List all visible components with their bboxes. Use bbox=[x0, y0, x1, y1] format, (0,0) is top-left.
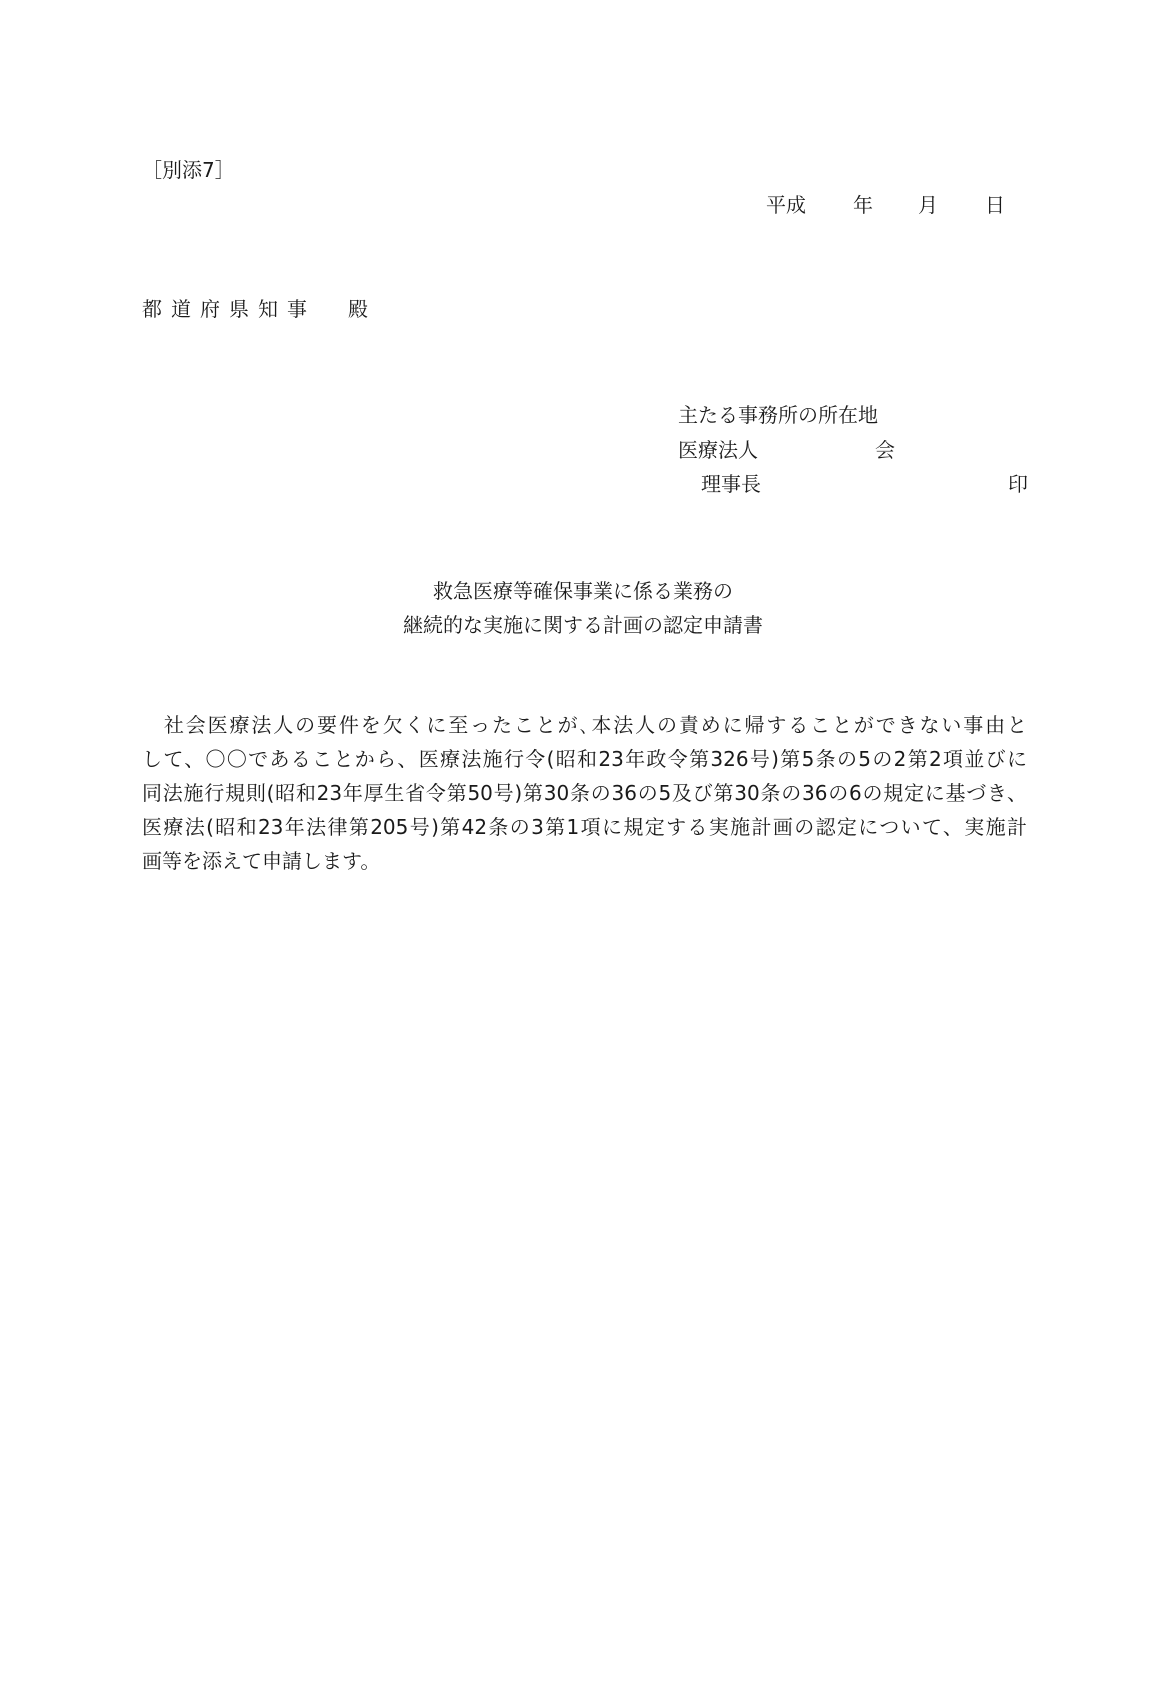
addressee-honorific: 殿 bbox=[348, 297, 368, 321]
body-paragraph bbox=[142, 708, 1027, 878]
document-title-line-2: 継続的な実施に関する計画の認定申請書 bbox=[403, 613, 763, 637]
date-day-label: 日 bbox=[985, 193, 1005, 217]
body-line: 社会医療法人の要件を欠くに至ったことが､本法人の責めに帰することができない事由と bbox=[142, 713, 1027, 737]
applicant-address-label: 主たる事務所の所在地 bbox=[678, 403, 878, 427]
attachment-label: ［別添7］ bbox=[142, 158, 235, 182]
document-title-line-1: 救急医療等確保事業に係る業務の bbox=[433, 579, 733, 603]
body-line: 同法施行規則(昭和23年厚生省令第50号)第30条の36の5及び第30条の36の6の規定に基づき、 bbox=[142, 781, 1027, 805]
date-year-label: 年 bbox=[853, 193, 873, 217]
addressee-name: 都道府県知事 bbox=[142, 297, 316, 321]
body-line: 医療法(昭和23年法律第205号)第42条の3第1項に規定する実施計画の認定について、実施計 bbox=[142, 815, 1027, 839]
date-month-label: 月 bbox=[918, 193, 938, 217]
body-line: 画等を添えて申請します。 bbox=[142, 849, 381, 873]
date-era: 平成 bbox=[766, 193, 806, 217]
chairman-label: 理事長 bbox=[701, 472, 761, 496]
seal-label: 印 bbox=[1008, 472, 1028, 496]
corporation-prefix: 医療法人 bbox=[678, 438, 758, 462]
corporation-suffix: 会 bbox=[875, 438, 895, 462]
body-line: して、〇〇であることから、医療法施行令(昭和23年政令第326号)第5条の5の2第2項並びに bbox=[142, 747, 1027, 771]
